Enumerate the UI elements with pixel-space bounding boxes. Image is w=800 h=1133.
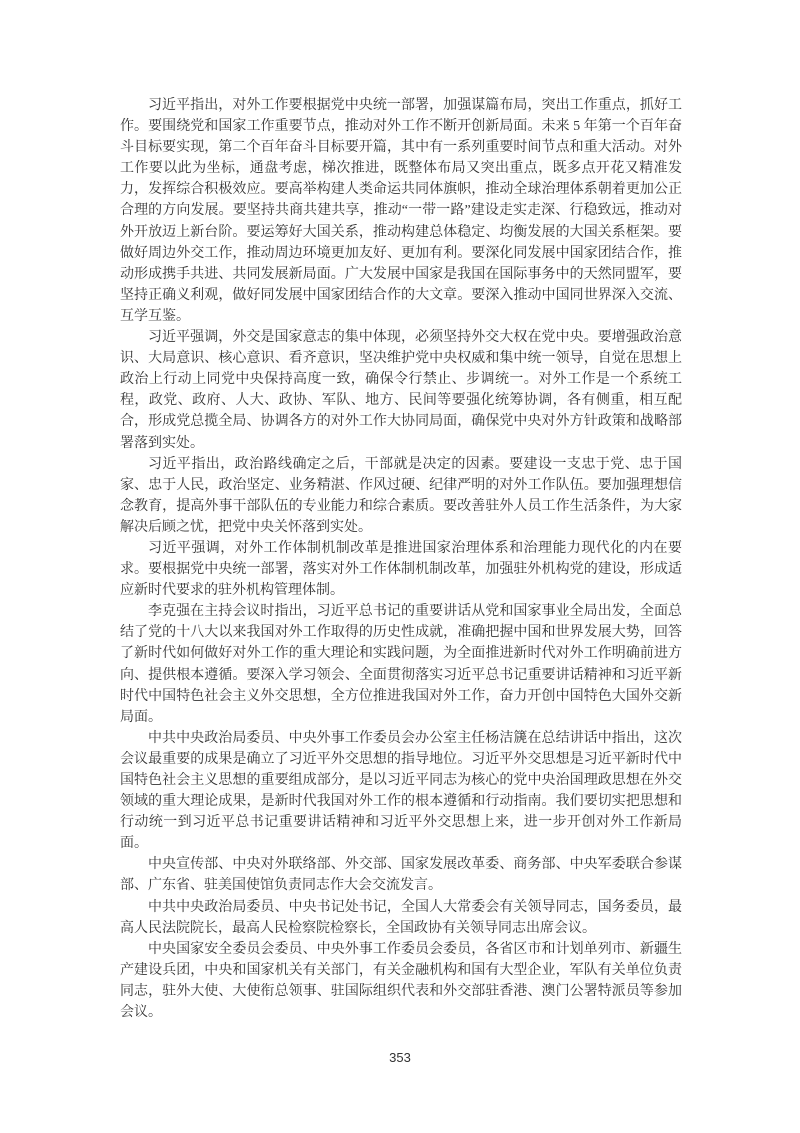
paragraph: 习近平指出，政治路线确定之后，干部就是决定的因素。要建设一支忠于党、忠于国家、忠于人民，政治坚定、业务精湛、作风过硬、纪律严明的对外工作队伍。要加强理想信念教育，提高外事干部队伍的专业能力和综合素质。要改善驻外人员工作生活条件，为大家解决后顾之忧，把党中央关怀落到实处。	[120, 456, 682, 535]
document-body	[120, 95, 682, 1023]
paragraph: 中央国家安全委员会委员、中央外事工作委员会委员，各省区市和计划单列市、新疆生产建设兵团，中央和国家机关有关部门，有关金融机构和国有大型企业，军队有关单位负责同志，驻外大使、大使衔总领事、驻国际组织代表和外交部驻香港、澳门公署特派员等参加会议。	[120, 941, 682, 1021]
paragraph: 中共中央政治局委员、中央书记处书记，全国人大常委会有关领导同志，国务委员，最高人民法院院长，最高人民检察院检察长，全国政协有关领导同志出席会议。	[120, 899, 682, 936]
page-number: 353	[389, 1050, 411, 1065]
paragraph: 习近平强调，外交是国家意志的集中体现，必须坚持外交大权在党中央。要增强政治意识、大局意识、核心意识、看齐意识，坚决维护党中央权威和集中统一领导，自觉在思想上政治上行动上同党中央保持高度一致，确保令行禁止、步调统一。对外工作是一个系统工程，政党、政府、人大、政协、军队、地方、民间等要强化统筹协调，各有侧重，相互配合，形成党总揽全局、协调各方的对外工作大协同局面，确保党中央对外方针政策和战略部署落到实处。	[120, 330, 682, 451]
paragraph: 习近平强调，对外工作体制机制改革是推进国家治理体系和治理能力现代化的内在要求。要根据党中央统一部署，落实对外工作体制机制改革，加强驻外机构党的建设，形成适应新时代要求的驻外机构管理体制。	[120, 540, 682, 599]
paragraph: 中共中央政治局委员、中央外事工作委员会办公室主任杨洁篪在总结讲话中指出，这次会议最重要的成果是确立了习近平外交思想的指导地位。习近平外交思想是习近平新时代中国特色社会主义思想的重要组成部分，是以习近平同志为核心的党中央治国理政思想在外交领域的重大理论成果，是新时代我国对外工作的根本遵循和行动指南。我们要切实把思想和行动统一到习近平总书记重要讲话精神和习近平外交思想上来，进一步开创对外工作新局面。	[120, 730, 682, 852]
paragraph: 李克强在主持会议时指出，习近平总书记的重要讲话从党和国家事业全局出发，全面总结了党的十八大以来我国对外工作取得的历史性成就，准确把握中国和世界发展大势，回答了新时代如何做好对外工作的重大理论和实践问题，为全面推进新时代对外工作明确前进方向、提供根本遵循。要深入学习领会、全面贯彻落实习近平总书记重要讲话精神和习近平新时代中国特色社会主义外交思想，全方位推进我国对外工作，奋力开创中国特色大国外交新局面。	[120, 604, 682, 725]
paragraph: 习近平指出，对外工作要根据党中央统一部署，加强谋篇布局，突出工作重点，抓好工作。要围绕党和国家工作重要节点，推动对外工作不断开创新局面。未来 5 年第一个百年奋斗目标要实现，第二个百年奋斗目标要开篇，其中有一系列重要时间节点和重大活动。对外工作要以此为坐标，通盘考虑，梯次推进，既整体布局又突出重点，既多点开花又精准发力，发挥综合积极效应。要高举构建人类命运共同体旗帜，推动全球治理体系朝着更加公正合理的方向发展。要坚持共商共建共享，推动“一带一路”建设走实走深、行稳致远，推动对外开放迈上新台阶。要运筹好大国关系，推动构建总体稳定、均衡发展的大国关系框架。要做好周边外交工作，推动周边环境更加友好、更加有利。要深化同发展中国家团结合作，推动形成携手共进、共同发展新局面。广大发展中国家是我国在国际事务中的天然同盟军，要坚持正确义利观，做好同发展中国家团结合作的大文章。要深入推动中国同世界深入交流、互学互鉴。	[120, 98, 682, 324]
paragraph: 中央宣传部、中央对外联络部、外交部、国家发展改革委、商务部、中央军委联合参谋部、广东省、驻美国使馆负责同志作大会交流发言。	[120, 857, 682, 894]
